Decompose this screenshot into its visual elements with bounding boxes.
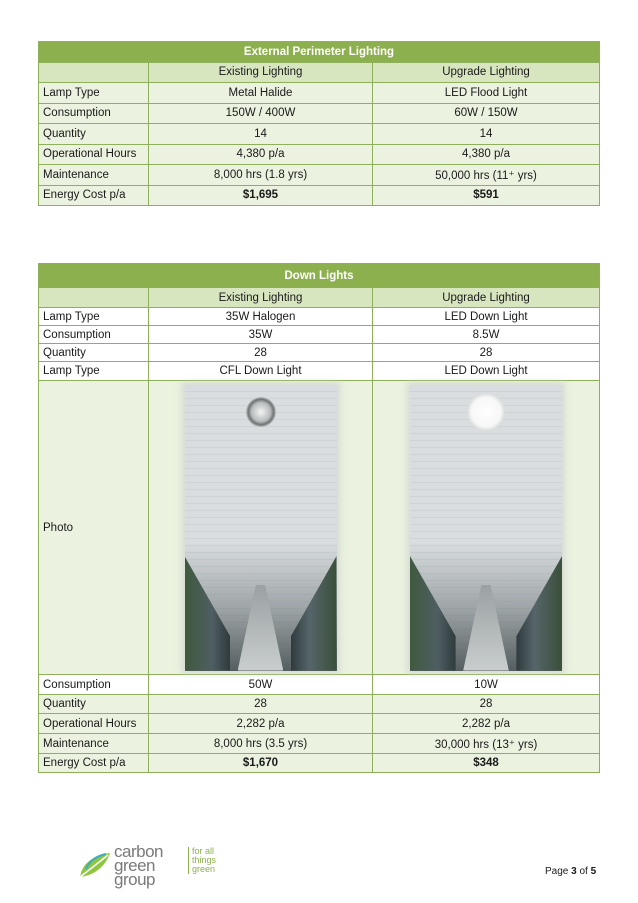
- column-header-upgrade: Upgrade Lighting: [373, 288, 600, 308]
- upgrade-value: $591: [373, 185, 600, 206]
- tagline-line: green: [192, 864, 216, 874]
- table-row: [39, 83, 600, 104]
- row-label: Maintenance: [39, 165, 149, 186]
- existing-value: CFL Down Light: [149, 362, 373, 381]
- tagline-line: for all: [192, 846, 215, 856]
- row-label: Quantity: [39, 695, 149, 714]
- corridor-wall-left: [410, 556, 456, 670]
- corridor-floor: [238, 585, 284, 671]
- existing-value: 50W: [149, 675, 373, 695]
- existing-value: $1,695: [149, 185, 373, 206]
- table-row: [39, 326, 600, 344]
- column-header-upgrade: Upgrade Lighting: [373, 62, 600, 83]
- row-label: Operational Hours: [39, 714, 149, 734]
- down-lights-table: [38, 263, 600, 773]
- external-perimeter-lighting-table: [38, 41, 600, 206]
- upgrade-downlight-photo: [410, 385, 562, 671]
- page-of: of: [579, 866, 588, 877]
- existing-value: 14: [149, 124, 373, 145]
- existing-value: $1,670: [149, 754, 373, 773]
- table-row: [39, 103, 600, 124]
- existing-value: 28: [149, 695, 373, 714]
- upgrade-value: $348: [373, 754, 600, 773]
- table-row: [39, 695, 600, 714]
- column-header-existing: Existing Lighting: [149, 288, 373, 308]
- corridor-wall-left: [185, 556, 231, 670]
- row-label: Lamp Type: [39, 308, 149, 326]
- upgrade-value: 14: [373, 124, 600, 145]
- table-row: [39, 714, 600, 734]
- table-row: [39, 165, 600, 186]
- existing-value: 35W Halogen: [149, 308, 373, 326]
- carbon-green-group-logo: [78, 843, 228, 893]
- table-row: [39, 734, 600, 754]
- page-number: [545, 866, 596, 877]
- upgrade-value: 50,000 hrs (11⁺ yrs): [373, 165, 600, 186]
- corridor-wall-right: [516, 556, 562, 670]
- upgrade-value: 60W / 150W: [373, 103, 600, 124]
- table-title: External Perimeter Lighting: [39, 42, 600, 63]
- corridor-wall-right: [291, 556, 337, 670]
- page-current: 3: [571, 866, 577, 877]
- upgrade-value: LED Down Light: [373, 308, 600, 326]
- existing-value: 35W: [149, 326, 373, 344]
- existing-downlight-photo: [185, 385, 337, 671]
- existing-value: 8,000 hrs (1.8 yrs): [149, 165, 373, 186]
- row-label: Energy Cost p/a: [39, 185, 149, 206]
- page-prefix: Page: [545, 866, 569, 877]
- led-downlight-fixture: [467, 393, 505, 431]
- upgrade-value: 4,380 p/a: [373, 144, 600, 165]
- logo-wordmark: [114, 842, 163, 889]
- row-label: Energy Cost p/a: [39, 754, 149, 773]
- existing-value: 28: [149, 344, 373, 362]
- existing-value: Metal Halide: [149, 83, 373, 104]
- logo-word-group: group: [114, 870, 155, 889]
- table-row: [39, 362, 600, 381]
- table-title: Down Lights: [39, 264, 600, 288]
- halogen-downlight-fixture: [246, 397, 276, 427]
- blank-cell: [39, 288, 149, 308]
- table-row: [39, 675, 600, 695]
- row-label: Quantity: [39, 124, 149, 145]
- corridor-floor: [463, 585, 509, 671]
- table-row: [39, 754, 600, 773]
- row-label: Maintenance: [39, 734, 149, 754]
- existing-value: 2,282 p/a: [149, 714, 373, 734]
- page-total: 5: [590, 866, 597, 877]
- table-row: [39, 344, 600, 362]
- row-label: Quantity: [39, 344, 149, 362]
- logo-tagline: [188, 847, 216, 874]
- table-row: [39, 308, 600, 326]
- row-label: Consumption: [39, 103, 149, 124]
- upgrade-photo-cell: [373, 381, 600, 675]
- upgrade-value: 28: [373, 344, 600, 362]
- existing-value: 8,000 hrs (3.5 yrs): [149, 734, 373, 754]
- upgrade-value: 2,282 p/a: [373, 714, 600, 734]
- table-row: [39, 124, 600, 145]
- upgrade-value: LED Flood Light: [373, 83, 600, 104]
- upgrade-value: 8.5W: [373, 326, 600, 344]
- upgrade-value: 10W: [373, 675, 600, 695]
- existing-photo-cell: [149, 381, 373, 675]
- blank-cell: [39, 62, 149, 83]
- row-label: Consumption: [39, 326, 149, 344]
- row-label: Operational Hours: [39, 144, 149, 165]
- row-label: Consumption: [39, 675, 149, 695]
- existing-value: 4,380 p/a: [149, 144, 373, 165]
- tagline-line: things: [192, 855, 217, 865]
- upgrade-value: LED Down Light: [373, 362, 600, 381]
- logo-word-carbon: carbon: [114, 842, 163, 861]
- existing-value: 150W / 400W: [149, 103, 373, 124]
- photo-row: [39, 381, 600, 675]
- leaf-logo-icon: [78, 851, 112, 881]
- table-row: [39, 144, 600, 165]
- logo-word-green: green: [114, 856, 155, 875]
- table-row: [39, 185, 600, 206]
- row-label: Lamp Type: [39, 83, 149, 104]
- row-label: Lamp Type: [39, 362, 149, 381]
- upgrade-value: 28: [373, 695, 600, 714]
- upgrade-value: 30,000 hrs (13⁺ yrs): [373, 734, 600, 754]
- column-header-existing: Existing Lighting: [149, 62, 373, 83]
- photo-label: Photo: [39, 381, 149, 675]
